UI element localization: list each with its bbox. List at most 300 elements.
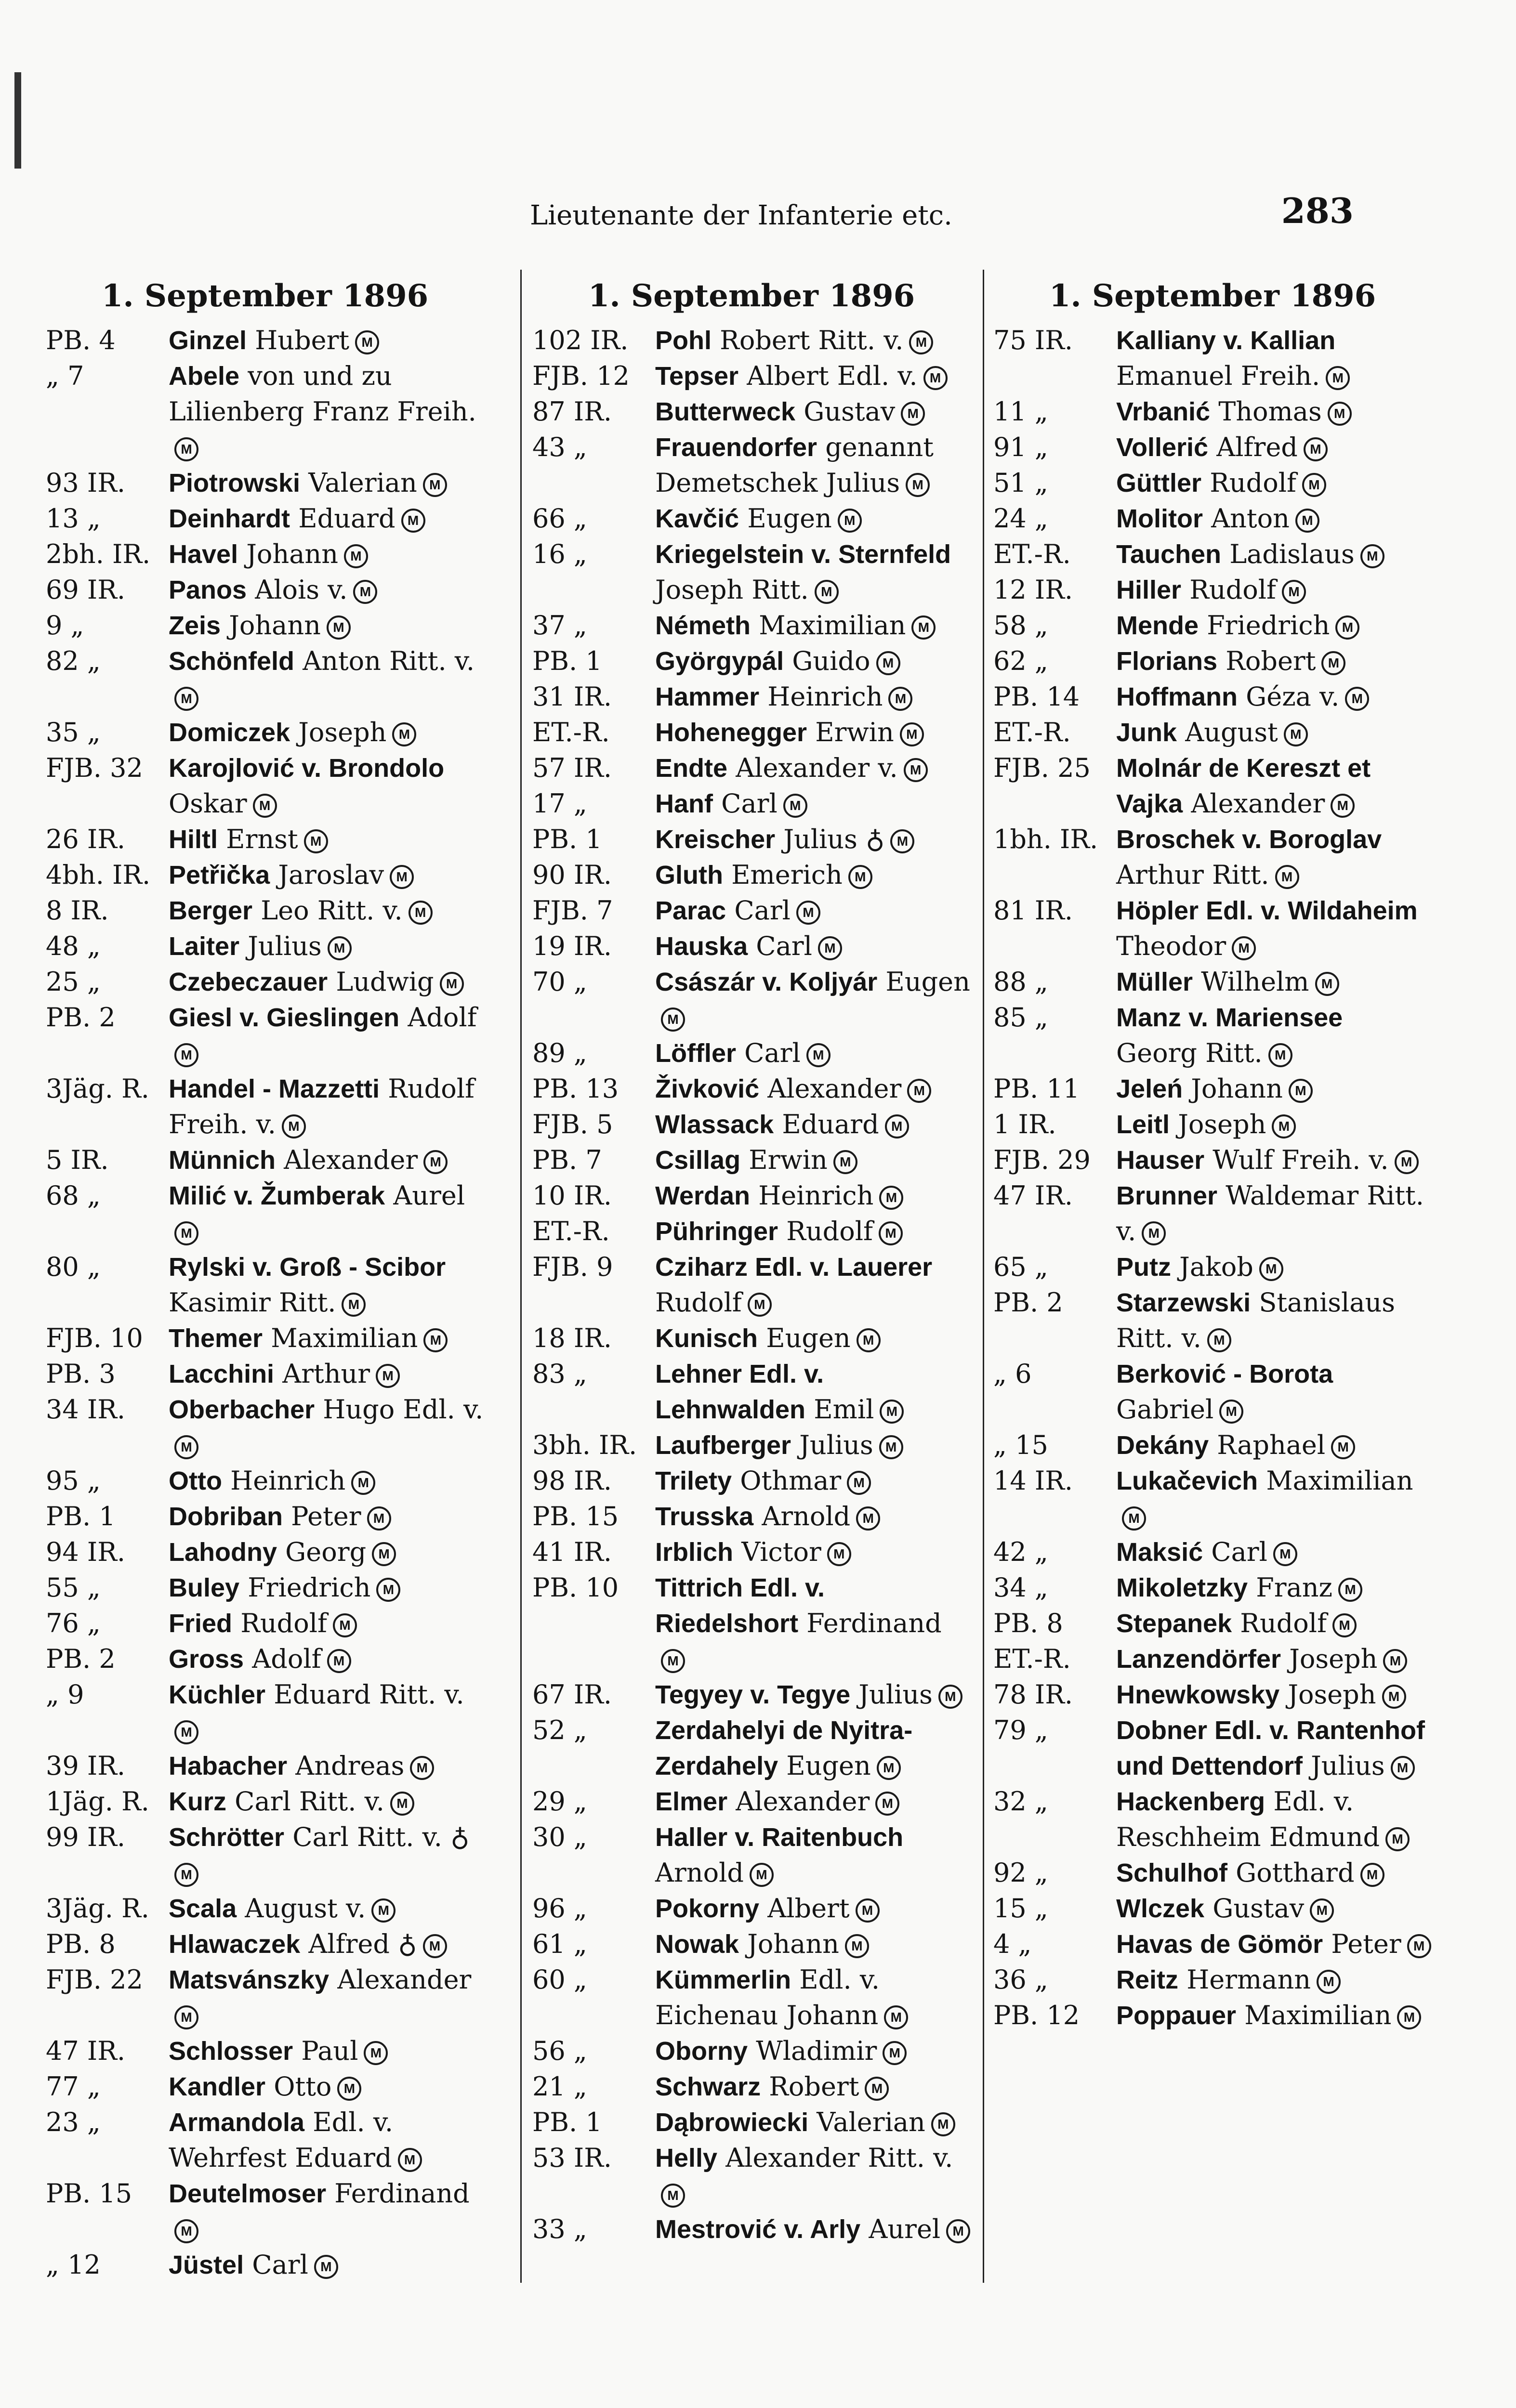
list-item [46,822,484,857]
circled-m-icon: M [1345,687,1369,711]
unit-ref: 1Jäg. R. [46,1786,149,1817]
surname: Otto [169,1466,222,1495]
surname: Czebeczauer [169,968,328,996]
entry-text [169,2105,484,2176]
surname: Stepanek [1116,1609,1232,1638]
circled-m-icon: M [906,473,930,497]
given-names: Carl Ritt. v. [235,1786,384,1817]
list-item [532,893,971,929]
entry-text [655,1178,971,1214]
circled-m-icon: M [367,1506,391,1531]
given-names: Georg [285,1537,367,1567]
entry-text [655,1142,971,1178]
unit-ref: 47 IR. [46,2036,126,2066]
entry-text [1116,1463,1432,1534]
unit-ref: PB. 1 [532,2107,602,2137]
unit-ref: ET.-R. [532,717,610,747]
unit-ref: 58 „ [993,610,1048,641]
unit-ref: 16 „ [532,539,587,569]
given-names: Franz [1256,1572,1332,1603]
unit-ref: 87 IR. [532,396,612,427]
list-item [46,1570,484,1606]
unit-ref: „ 15 [993,1430,1048,1460]
surname: Buley [169,1573,240,1602]
unit-ref: 42 „ [993,1537,1048,1567]
unit-ref: 67 IR. [532,1679,612,1710]
entry-text [1116,1534,1432,1570]
list-item [532,679,971,715]
entry-text [169,1748,484,1784]
list-item [993,1962,1432,1998]
unit-ref: 102 IR. [532,325,629,355]
unit-ref: 10 IR. [532,1180,612,1211]
column-1 [46,270,484,2283]
given-names: Ludwig [336,967,434,997]
unit-ref: 26 IR. [46,824,126,854]
list-item [532,1463,971,1499]
entry-text [169,1962,484,2033]
surname: Parac [655,896,726,925]
unit-ref: PB. 10 [532,1572,619,1603]
circled-m-icon: M [827,1542,851,1566]
surname: Gluth [655,861,723,890]
entry-text [655,2212,971,2247]
surname: Schrötter [169,1823,285,1852]
scan-edge-mark [14,72,21,169]
given-names: Carl [744,1038,801,1068]
circled-m-icon: M [885,1114,909,1139]
entry-text [1116,465,1432,501]
given-names: Albert [767,1893,850,1924]
circled-m-icon: M [865,2077,889,2101]
unit-ref: ET.-R. [993,539,1071,569]
list-item [993,893,1432,964]
surname: Trusska [655,1502,754,1531]
entry-text [169,1819,484,1891]
circled-m-icon: M [376,1578,400,1602]
circled-m-icon: M [1232,936,1256,960]
surname: Piotrowski [169,469,301,497]
entry-text [655,1926,971,1962]
given-names: Peter [291,1501,361,1531]
circled-m-icon: M [1304,437,1328,461]
surname: Lukačevich [1116,1466,1258,1495]
surname: Elmer [655,1787,728,1816]
surname: Broschek v. Boroglav [1116,825,1382,854]
surname: Pühringer [655,1217,778,1246]
list-item [993,1926,1432,1962]
surname: Handel - Mazzetti [169,1074,380,1103]
unit-ref: 99 IR. [46,1822,126,1852]
circled-m-icon: M [1395,1150,1419,1174]
circled-m-icon: M [1338,1578,1362,1602]
list-item [532,822,971,857]
unit-ref: 85 „ [993,1002,1048,1033]
entry-text [655,2140,971,2212]
list-item [993,1784,1432,1855]
unit-ref: 30 „ [532,1822,587,1852]
list-item [46,1249,484,1321]
surname: Manz v. Mariensee [1116,1003,1343,1032]
entry-text [169,608,484,643]
entry-text [169,1356,484,1392]
unit-ref: 29 „ [532,1786,587,1817]
surname: Jüstel [169,2251,244,2279]
list-item [993,1356,1432,1427]
surname: Themer [169,1324,263,1353]
entry-text [655,1214,971,1249]
entry-text [655,1570,971,1677]
list-item [993,501,1432,537]
entry-text [169,1606,484,1641]
list-item [46,1356,484,1392]
surname: Florians [1116,647,1218,676]
unit-ref: PB. 1 [532,646,602,676]
circled-m-icon: M [1268,1043,1292,1067]
unit-ref: 14 IR. [993,1466,1073,1496]
circled-m-icon: M [364,2041,388,2065]
unit-ref: 65 „ [993,1252,1048,1282]
given-names: Ladislaus [1229,539,1355,569]
list-item [46,643,484,715]
entry-text [655,964,971,1035]
entry-text [1116,1356,1432,1427]
entry-text [655,786,971,822]
entry-text [169,465,484,501]
list-item [532,1534,971,1570]
unit-ref: 31 IR. [532,681,612,712]
unit-ref: 47 IR. [993,1180,1073,1211]
surname: Hammer [655,682,760,711]
list-item [46,1463,484,1499]
circled-m-icon: M [856,1898,880,1923]
entry-text [655,608,971,643]
surname: Mende [1116,611,1199,640]
surname: Scala [169,1894,237,1923]
given-names: Erwin [815,717,894,747]
entry-text [1116,1178,1432,1249]
circled-m-icon: M [931,2112,955,2136]
given-names: Arthur Ritt. [1116,860,1269,890]
surname: Müller [1116,968,1193,996]
entry-text [655,1035,971,1071]
list-item [993,608,1432,643]
given-names: Jakob [1179,1252,1253,1282]
given-names: Kasimir Ritt. [169,1287,336,1318]
unit-ref: 69 IR. [46,575,126,605]
entry-text [1116,1285,1432,1356]
circled-m-icon: M [1259,1257,1283,1281]
surname: Berković - Borota [1116,1360,1333,1388]
surname: Butterweck [655,397,796,426]
list-item [46,750,484,822]
list-item [993,323,1432,394]
unit-ref: PB. 1 [46,1501,116,1531]
column-heading: 1. September 1896 [1049,278,1376,314]
given-names: Rudolf [1210,468,1296,498]
entry-text [169,358,484,465]
given-names: Carl Ritt. v. ♁ [292,1822,470,1852]
given-names: Alois v. [255,575,348,605]
given-names: Maximilian [1266,1466,1413,1496]
circled-m-icon: M [328,936,352,960]
given-names: Eugen [885,967,970,997]
circled-m-icon: M [1142,1221,1166,1245]
given-names: Eduard Ritt. v. [274,1679,464,1710]
given-names: Raphael [1217,1430,1326,1460]
surname: Starzewski [1116,1288,1251,1317]
entry-text [655,643,971,679]
unit-ref: 90 IR. [532,860,612,890]
circled-m-icon: M [907,1079,931,1103]
circled-m-icon: M [1335,615,1359,640]
given-names: Alexander [767,1073,902,1104]
surname: Matsvánszky [169,1965,330,1994]
given-names: Rudolf [240,1608,327,1638]
entry-text [655,1107,971,1142]
given-names: Anton Ritt. v. [303,646,475,676]
unit-ref: PB. 3 [46,1359,116,1389]
unit-ref: PB. 11 [993,1073,1080,1104]
unit-ref: PB. 13 [532,1073,619,1104]
entry-list [993,323,1432,2033]
column-3 [993,270,1432,2033]
given-names: Alexander [1191,788,1325,819]
given-names: Carl [1211,1537,1267,1567]
unit-ref: 36 „ [993,1964,1048,1995]
unit-ref: 41 IR. [532,1537,612,1567]
given-names: genannt Demetschek Julius [655,432,934,498]
unit-ref: 76 „ [46,1608,101,1638]
given-names: Alexander [736,1786,870,1817]
unit-ref: 91 „ [993,432,1048,462]
circled-m-icon: M [1272,1114,1296,1139]
entry-text [169,1392,484,1463]
circled-m-icon: M [409,901,433,925]
entry-text [1116,430,1432,465]
entry-text [1116,1249,1432,1285]
given-names: Julius ♁ [783,824,885,854]
list-item [532,1249,971,1321]
surname: Lahodny [169,1538,277,1567]
entry-text [169,750,484,822]
list-item [532,537,971,608]
circled-m-icon: M [661,1649,685,1673]
unit-ref: „ 9 [46,1679,84,1710]
given-names: Arnold [655,1858,744,1888]
given-names: Heinrich [767,681,883,712]
unit-ref: 9 „ [46,610,84,641]
circled-m-icon: M [174,1221,198,1245]
circled-m-icon: M [875,1792,899,1816]
list-item [993,1641,1432,1677]
circled-m-icon: M [423,1150,448,1174]
circled-m-icon: M [1207,1328,1231,1352]
given-names: Julius [248,931,322,961]
unit-ref: 2bh. IR. [46,539,151,569]
given-names: Joseph [1289,1644,1378,1674]
surname: Havel [169,540,238,569]
entry-text [655,1321,971,1356]
circled-m-icon: M [783,794,807,818]
surname: Deinhardt [169,504,290,533]
entry-text [169,572,484,608]
circled-m-icon: M [888,687,912,711]
entry-text [1116,1606,1432,1641]
list-item [993,394,1432,430]
circled-m-icon: M [750,1863,774,1887]
entry-text [655,1427,971,1463]
unit-ref: 11 „ [993,396,1048,427]
surname: Pokorny [655,1894,760,1923]
list-item [46,1641,484,1677]
entry-text [655,1784,971,1819]
given-names: Anton [1211,503,1290,534]
given-names: Valerian [308,468,417,498]
unit-ref: 52 „ [532,1715,587,1745]
given-names: Ferdinand [334,2178,470,2209]
entry-text [1116,1107,1432,1142]
surname: Császár v. Koljyár [655,968,878,996]
surname: Hohenegger [655,718,807,747]
circled-m-icon: M [838,509,862,533]
entry-text [655,2105,971,2140]
surname: Dekány [1116,1431,1209,1460]
unit-ref: 57 IR. [532,753,612,783]
surname: Löffler [655,1039,736,1068]
entry-text [1116,572,1432,608]
unit-ref: 79 „ [993,1715,1048,1745]
entry-text [169,715,484,750]
unit-ref: 89 „ [532,1038,587,1068]
surname: Tittrich Edl. v. Riedelshort [655,1573,825,1638]
surname: Maksić [1116,1538,1203,1567]
given-names: Alfred ♁ [308,1929,417,1959]
unit-ref: 70 „ [532,967,587,997]
circled-m-icon: M [904,758,928,782]
given-names: Eduard [782,1109,879,1139]
circled-m-icon: M [1385,1827,1410,1851]
page-number: 283 [1281,190,1354,231]
list-item [532,323,971,358]
list-item [532,1819,971,1891]
entry-text [169,1142,484,1178]
circled-m-icon: M [815,580,839,604]
column-divider [983,270,984,2283]
surname: Nowak [655,1930,739,1959]
given-names: Joseph Ritt. [655,575,809,605]
surname: Gross [169,1645,244,1674]
surname: Cziharz Edl. v. Lauerer [655,1253,933,1282]
list-item [532,1107,971,1142]
entry-text [169,822,484,857]
surname: Györgypál [655,647,784,676]
entry-text [169,2069,484,2105]
circled-m-icon: M [1302,473,1326,497]
given-names: Joseph [298,717,387,747]
unit-ref: 5 IR. [46,1145,109,1175]
list-item [532,1214,971,1249]
circled-m-icon: M [390,1792,414,1816]
surname: Werdan [655,1181,751,1210]
given-names: Eugen [786,1751,871,1781]
given-names: Heinrich [758,1180,874,1211]
surname: Hackenberg [1116,1787,1266,1816]
surname: Schulhof [1116,1858,1227,1887]
circled-m-icon: M [333,1613,357,1637]
entry-text [169,1641,484,1677]
surname: Putz [1116,1253,1171,1282]
entry-text [655,394,971,430]
surname: Poppauer [1116,2001,1237,2030]
list-item [993,1534,1432,1570]
list-item [993,822,1432,893]
list-item [46,358,484,465]
list-item [46,465,484,501]
surname: Reitz [1116,1965,1179,1994]
unit-ref: 18 IR. [532,1323,612,1353]
circled-m-icon: M [1317,1970,1341,1994]
list-item [46,893,484,929]
unit-ref: FJB. 32 [46,753,143,783]
given-names: Georg Ritt. [1116,1038,1263,1068]
circled-m-icon: M [938,1685,962,1709]
unit-ref: 62 „ [993,646,1048,676]
list-item [532,1926,971,1962]
surname: Güttler [1116,469,1202,497]
given-names: Alexander v. [736,753,898,783]
surname: Ginzel [169,326,247,355]
surname: Milić v. Žumberak [169,1181,385,1210]
unit-ref: 3bh. IR. [532,1430,637,1460]
list-item [46,929,484,964]
surname: Dobriban [169,1502,283,1531]
unit-ref: FJB. 22 [46,1964,143,1995]
surname: Habacher [169,1752,288,1780]
surname: Csillag [655,1146,741,1175]
circled-m-icon: M [879,1186,903,1210]
given-names: Hubert [255,325,350,355]
surname: Kavčić [655,504,739,533]
unit-ref: 96 „ [532,1893,587,1924]
given-names: Heinrich [230,1466,346,1496]
entry-text [655,929,971,964]
given-names: Friedrich [248,1572,371,1603]
given-names: Gustav [804,396,896,427]
circled-m-icon: M [392,722,416,746]
entry-text [169,857,484,893]
circled-m-icon: M [174,687,198,711]
list-item [993,1891,1432,1926]
surname: Kalliany v. Kallian [1116,326,1336,355]
entry-text [1116,1998,1432,2033]
unit-ref: 95 „ [46,1466,101,1496]
list-item [993,679,1432,715]
entry-text [655,1071,971,1107]
unit-ref: PB. 2 [46,1644,116,1674]
unit-ref: ET.-R. [532,1216,610,1246]
surname: Trilety [655,1466,732,1495]
unit-ref: 53 IR. [532,2143,612,2173]
list-item [46,2176,484,2247]
surname: Tepser [655,362,739,391]
unit-ref: 81 IR. [993,895,1073,926]
unit-ref: PB. 7 [532,1145,602,1175]
entry-text [655,2033,971,2069]
list-item [532,394,971,430]
surname: Dobner Edl. v. Rantenhof und Dettendorf [1116,1716,1425,1780]
unit-ref: 88 „ [993,967,1048,997]
